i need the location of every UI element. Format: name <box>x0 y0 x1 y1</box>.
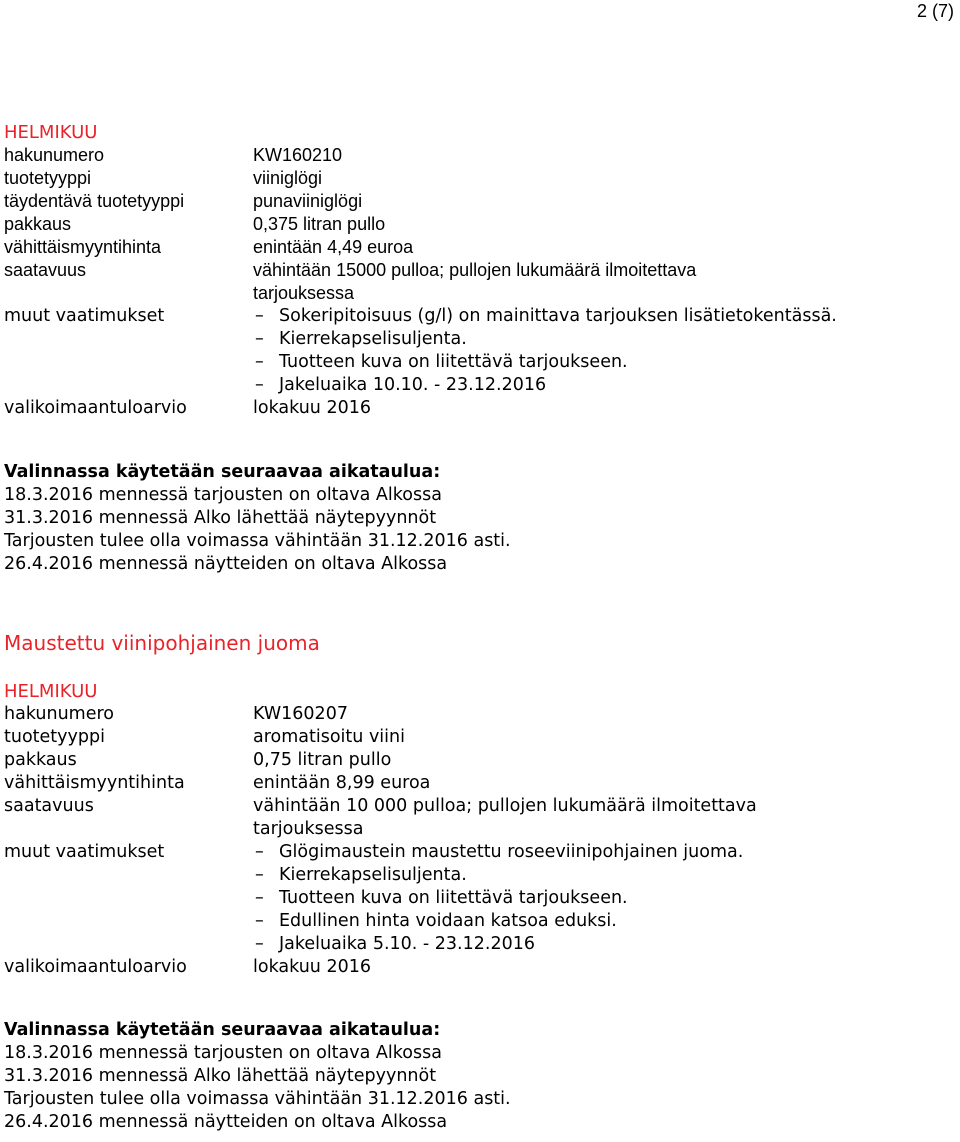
field-label: saatavuus <box>4 796 94 816</box>
field-valikoimaantuloarvio <box>4 397 371 420</box>
requirement-item: – Jakeluaika 5.10. - 23.12.2016 <box>255 934 535 954</box>
field-muut-vaatimukset <box>4 841 744 864</box>
field-muut-vaatimukset <box>4 305 837 328</box>
requirement-row <box>4 374 547 397</box>
requirement-row <box>4 864 467 887</box>
field-value: enintään 4,49 euroa <box>253 237 414 257</box>
field-hakunumero <box>4 703 348 726</box>
field-label: vähittäismyyntihinta <box>4 237 162 257</box>
schedule-line: 31.3.2016 mennessä Alko lähettää näytepyynnöt <box>4 1066 437 1086</box>
field-saatavuus-cont <box>4 282 355 305</box>
field-tuotetyyppi <box>4 167 323 190</box>
field-pakkaus <box>4 213 386 236</box>
requirement-row <box>4 887 628 910</box>
schedule-1 <box>4 461 511 576</box>
schedule-title: Valinnassa käytetään seuraavaa aikataulua: <box>4 462 441 482</box>
field-value: enintään 8,99 euroa <box>253 773 431 793</box>
category-label: HELMIKUU <box>4 681 98 702</box>
field-value: tarjouksessa <box>253 283 355 303</box>
schedule-line: 26.4.2016 mennessä näytteiden on oltava Alkossa <box>4 554 448 574</box>
field-value: lokakuu 2016 <box>253 957 371 977</box>
field-taydentava-tuotetyyppi <box>4 190 363 213</box>
field-hakunumero <box>4 144 343 167</box>
field-value: lokakuu 2016 <box>253 398 371 418</box>
field-label: hakunumero <box>4 704 115 724</box>
schedule-line: Tarjousten tulee olla voimassa vähintään 31.12.2016 asti. <box>4 1089 511 1109</box>
field-label: hakunumero <box>4 145 105 165</box>
field-value: viiniglögi <box>253 168 323 188</box>
field-tuotetyyppi <box>4 726 405 749</box>
page-number: 2 (7) <box>916 1 954 21</box>
field-saatavuus-cont <box>4 818 364 841</box>
field-label: pakkaus <box>4 750 77 770</box>
schedule-title: Valinnassa käytetään seuraavaa aikataulua: <box>4 1020 441 1040</box>
field-value: tarjouksessa <box>253 819 364 839</box>
field-value: 0,375 litran pullo <box>253 214 386 234</box>
product-section-1 <box>4 121 837 420</box>
field-label: muut vaatimukset <box>4 306 165 326</box>
requirement-item: – Tuotteen kuva on liitettävä tarjoukseen. <box>255 888 628 908</box>
field-value: aromatisoitu viini <box>253 727 405 747</box>
field-value: KW160210 <box>253 145 343 165</box>
field-value: KW160207 <box>253 704 348 724</box>
schedule-2 <box>4 1019 511 1134</box>
requirement-item: – Jakeluaika 10.10. - 23.12.2016 <box>255 375 547 395</box>
requirement-row <box>4 328 467 351</box>
requirement-item: – Edullinen hinta voidaan katsoa eduksi. <box>255 911 617 931</box>
field-label: tuotetyyppi <box>4 727 105 747</box>
field-saatavuus <box>4 259 697 282</box>
field-value: 0,75 litran pullo <box>253 750 392 770</box>
field-label: muut vaatimukset <box>4 842 165 862</box>
schedule-line: 18.3.2016 mennessä tarjousten on oltava Alkossa <box>4 485 442 505</box>
field-label: valikoimaantuloarvio <box>4 398 187 418</box>
field-value: punaviiniglögi <box>253 191 363 211</box>
field-label: pakkaus <box>4 214 72 234</box>
field-pakkaus <box>4 749 392 772</box>
requirement-item: – Sokeripitoisuus (g/l) on mainittava tarjouksen lisätietokentässä. <box>255 306 837 326</box>
field-label: saatavuus <box>4 260 87 280</box>
field-vahittaismyyntihinta <box>4 236 414 259</box>
product-section-2 <box>4 680 757 979</box>
field-label: täydentävä tuotetyyppi <box>4 191 185 211</box>
section-heading: Maustettu viinipohjainen juoma <box>4 631 320 655</box>
field-label: tuotetyyppi <box>4 168 92 188</box>
schedule-line: 26.4.2016 mennessä näytteiden on oltava Alkossa <box>4 1112 448 1132</box>
schedule-line: 31.3.2016 mennessä Alko lähettää näytepyynnöt <box>4 508 437 528</box>
requirement-item: – Tuotteen kuva on liitettävä tarjoukseen. <box>255 352 628 372</box>
requirement-row <box>4 933 535 956</box>
requirement-item: – Kierrekapselisuljenta. <box>255 329 467 349</box>
field-label: valikoimaantuloarvio <box>4 957 187 977</box>
requirement-item: – Kierrekapselisuljenta. <box>255 865 467 885</box>
requirement-row <box>4 351 628 374</box>
requirement-row <box>4 910 617 933</box>
field-label: vähittäismyyntihinta <box>4 773 185 793</box>
requirement-item: – Glögimaustein maustettu roseeviinipohjainen juoma. <box>255 842 744 862</box>
field-vahittaismyyntihinta <box>4 772 431 795</box>
field-saatavuus <box>4 795 757 818</box>
category-label: HELMIKUU <box>4 122 98 143</box>
field-value: vähintään 15000 pulloa; pullojen lukumäärä ilmoitettava <box>253 260 697 280</box>
field-valikoimaantuloarvio <box>4 956 371 979</box>
schedule-line: Tarjousten tulee olla voimassa vähintään 31.12.2016 asti. <box>4 531 511 551</box>
schedule-line: 18.3.2016 mennessä tarjousten on oltava Alkossa <box>4 1043 442 1063</box>
field-value: vähintään 10 000 pulloa; pullojen lukumäärä ilmoitettava <box>253 796 757 816</box>
